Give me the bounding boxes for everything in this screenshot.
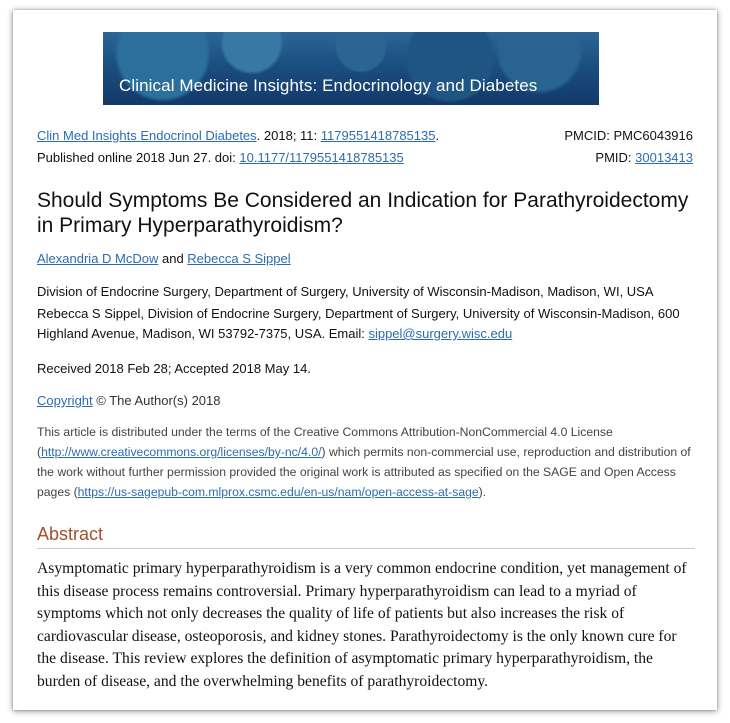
- abstract-heading: Abstract: [37, 524, 104, 544]
- copyright-link[interactable]: Copyright: [37, 393, 93, 408]
- email-link[interactable]: sippel@surgery.wisc.edu: [368, 326, 513, 341]
- article-id-link[interactable]: 1179551418785135: [320, 128, 436, 143]
- corresponding-address: Rebecca S Sippel, Division of Endocrine Surgery, Department of Surgery, University of Wisconsin-Madison, 600 Highland Avenue, Madison, WI 53792-7375, USA. Email:: [37, 306, 680, 341]
- open-access-link[interactable]: https://us-sagepub-com.mlprox.csmc.edu/en-us/nam/open-access-at-sage: [77, 485, 479, 499]
- pmcid: PMCID: PMC6043916: [564, 128, 693, 143]
- affiliation-1: Division of Endocrine Surgery, Department of Surgery, University of Wisconsin-Madison, Madison, WI, USA: [37, 284, 654, 299]
- journal-link[interactable]: Clin Med Insights Endocrinol Diabetes: [37, 128, 257, 143]
- doi-link[interactable]: 10.1177/1179551418785135: [239, 150, 404, 165]
- author-link-sippel[interactable]: Rebecca S Sippel: [187, 251, 291, 266]
- pmid-link[interactable]: 30013413: [635, 150, 693, 165]
- author-list: Alexandria D McDow and Rebecca S Sippel: [37, 251, 291, 266]
- received-accepted-dates: Received 2018 Feb 28; Accepted 2018 May 14.: [37, 361, 311, 376]
- journal-banner: [103, 32, 599, 105]
- pmid-line: PMID: 30013413: [595, 150, 693, 165]
- citation-year-volume: . 2018; 11:: [256, 128, 321, 143]
- abstract-divider: [37, 548, 695, 549]
- abstract-text: Asymptomatic primary hyperparathyroidism is a very common endocrine condition, yet management of this disease process remains controversial. Primary hyperparathyroidism can lead to a myriad of symptoms which not only decreases the quality of life of patients but also increases the risk of cardiovascular disease, osteoporosis, and kidney stones. Parathyroidectomy is the only known cure for the disease. This review explores the definition of asymptomatic primary hyperparathyroidism, the burden of disease, and the overwhelming benefits of parathyroidectomy.: [37, 560, 687, 690]
- copyright-line: Copyright © The Author(s) 2018: [37, 393, 221, 408]
- published-line: [37, 150, 404, 165]
- article-card: [13, 10, 717, 710]
- citation-line: Clin Med Insights Endocrinol Diabetes. 2018; 11: 1179551418785135.: [37, 128, 440, 143]
- article-title: Should Symptoms Be Considered an Indication for Parathyroidectomy in Primary Hyperparathyroidism?: [37, 189, 689, 237]
- cc-license-link[interactable]: http://www.creativecommons.org/licenses/by-nc/4.0/: [41, 445, 322, 459]
- published-prefix: Published online 2018 Jun 27. doi:: [37, 150, 240, 165]
- journal-banner-title: Clinical Medicine Insights: Endocrinology and Diabetes: [119, 76, 538, 95]
- license-text: This article is distributed under the terms of the Creative Commons Attribution-NonCommercial 4.0 License (http://www.creativecommons.org/licenses/by-nc/4.0/) which permits non-commercial use, reproduction and distribution of the work without further permission provided the original work is attributed as specified on the SAGE and Open Access pages (https://us-sagepub-com.mlprox.csmc.edu/en-us/nam/open-access-at-sage).: [37, 425, 691, 499]
- author-link-mcdow[interactable]: Alexandria D McDow: [37, 251, 159, 266]
- affiliation-2: [37, 304, 697, 344]
